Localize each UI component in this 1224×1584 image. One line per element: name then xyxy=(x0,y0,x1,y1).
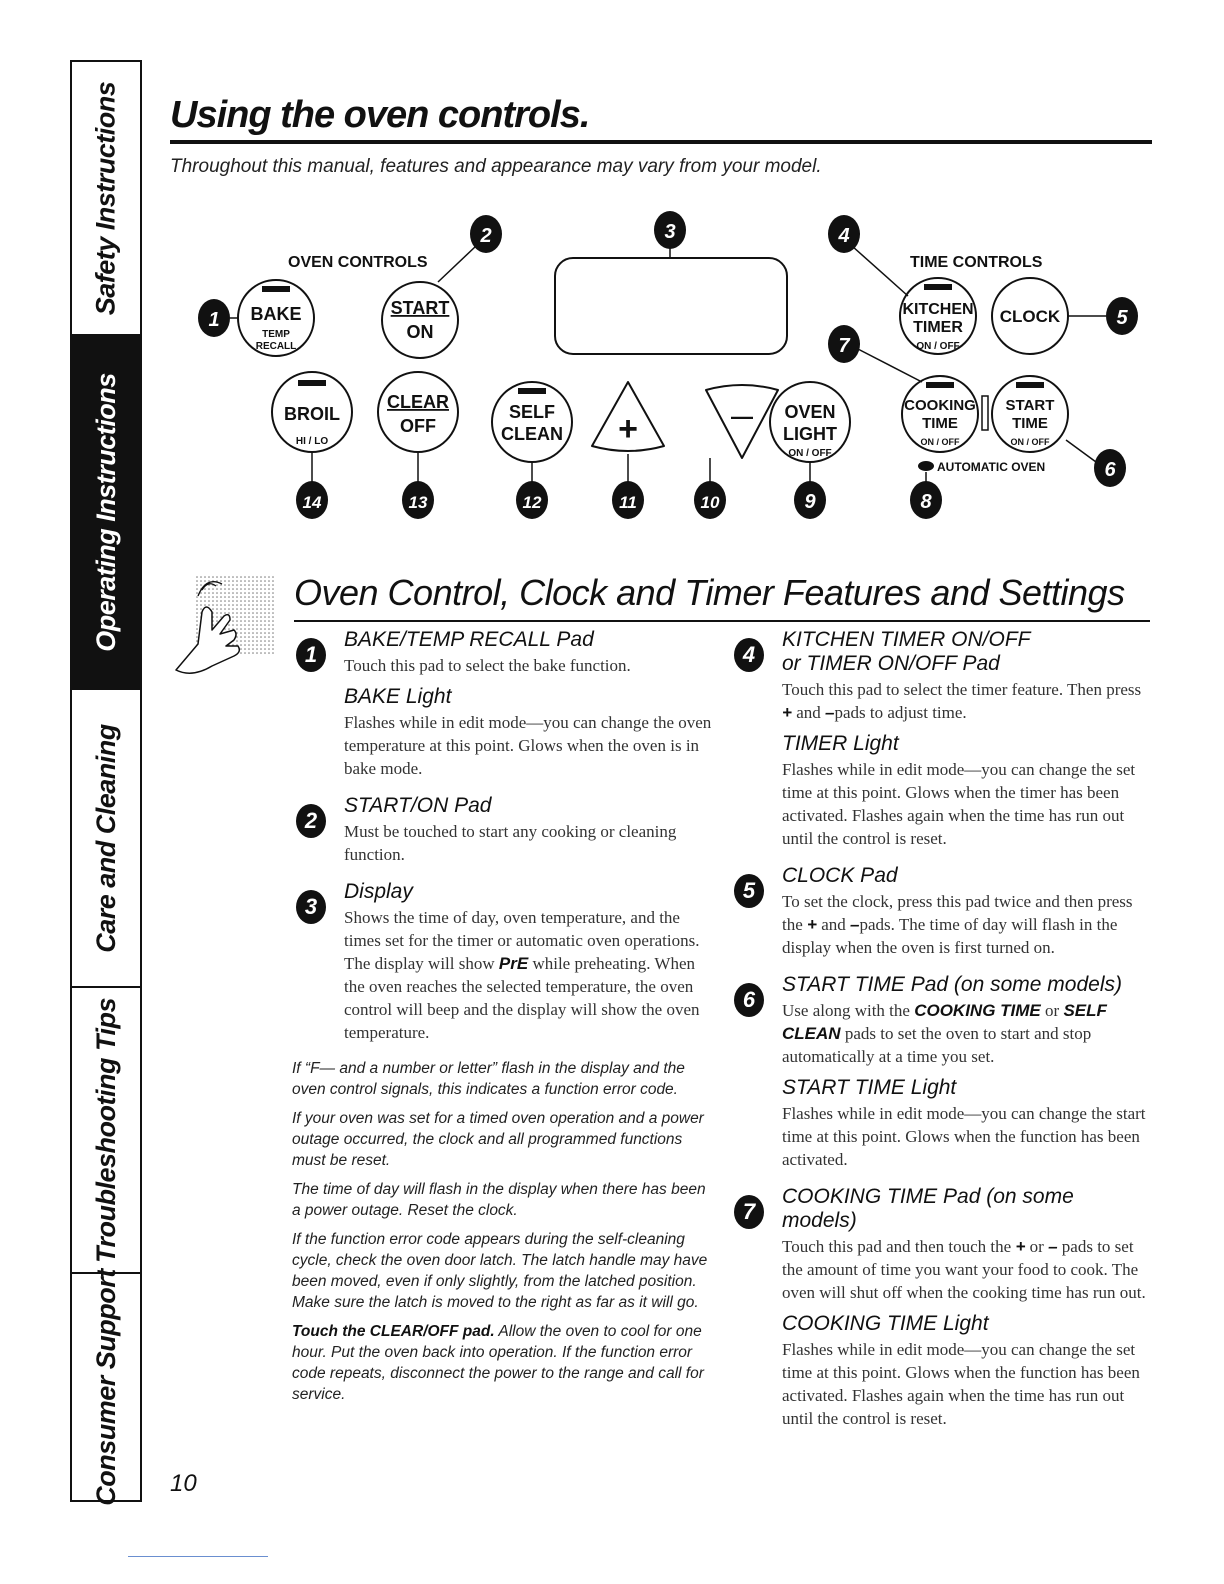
svg-text:TIME: TIME xyxy=(1012,415,1048,432)
svg-text:ON / OFF: ON / OFF xyxy=(916,341,960,352)
svg-text:ON: ON xyxy=(406,322,434,342)
sidebar-tabs xyxy=(70,60,142,1506)
leader-lines xyxy=(230,244,1106,484)
footer-line xyxy=(128,1556,268,1557)
item-number-badge: 1 xyxy=(296,638,326,672)
svg-text:5: 5 xyxy=(1116,307,1128,329)
svg-text:7: 7 xyxy=(838,335,850,357)
item-kitchen-timer: 4 KITCHEN TIMER ON/OFF or TIMER ON/OFF Pad Touch this pad to select the timer feature. Then press + and –pads to adjust time. TIMER Light Flashes while in edit mode—you can change the set time at this point. Glows when the timer has been activated. Flashes again when the time has run out until the control is reset. xyxy=(734,628,1154,850)
svg-text:12: 12 xyxy=(522,493,542,512)
control-panel-diagram xyxy=(180,200,1160,530)
item-bake-temp-recall: 1 BAKE/TEMP RECALL Pad Touch this pad to select the bake function. BAKE Light Flashes while in edit mode—you can change the oven temperature at this point. Glows when the oven is in bake mode. xyxy=(296,628,716,780)
tab-operating-instructions[interactable]: Operating Instructions xyxy=(72,336,140,690)
plus-pad xyxy=(592,382,664,451)
page-title: Using the oven controls. xyxy=(170,94,590,136)
callout-8 xyxy=(910,481,942,519)
callout-13 xyxy=(402,481,434,519)
svg-text:BROIL: BROIL xyxy=(284,404,340,424)
svg-text:KITCHEN: KITCHEN xyxy=(902,301,974,318)
note-clear-off: Touch the CLEAR/OFF pad. Allow the oven to cool for one hour. Put the oven back into operation. If the function error code repeats, disconnect the power to the range and call for service. xyxy=(292,1323,704,1403)
item-number-badge: 7 xyxy=(734,1195,764,1229)
svg-text:11: 11 xyxy=(619,493,637,512)
item-display: 3 Display Shows the time of day, oven temperature, and the times set for the timer or automatic oven operations. The display will show PrE while preheating. When the oven reaches the selected temperature, the oven control will beep and the display will show the oven temperature. xyxy=(296,880,716,1044)
clock-pad xyxy=(992,278,1068,354)
note-error-code: If “F— and a number or letter” flash in the display and the oven control signals, this indicates a function error code. xyxy=(292,1060,685,1098)
callout-3 xyxy=(654,211,686,249)
self-clean-pad xyxy=(492,382,572,462)
item-start-time: 6 START TIME Pad (on some models) Use along with the COOKING TIME or SELF CLEAN pads to set the oven to start and stop automatically at a time you set. START TIME Light Flashes while in edit mode—you can change the start time at this point. Glows when the function has been activated. xyxy=(734,973,1154,1171)
start-on-pad xyxy=(382,282,458,358)
tab-troubleshooting-tips[interactable]: Troubleshooting Tips xyxy=(72,988,140,1274)
callout-4 xyxy=(828,215,860,253)
item-number-badge: 6 xyxy=(734,983,764,1017)
section-rule xyxy=(294,620,1150,622)
callout-14 xyxy=(296,481,328,519)
automatic-oven-label: AUTOMATIC OVEN xyxy=(937,460,1046,474)
svg-text:START: START xyxy=(1005,397,1055,414)
page-number: 10 xyxy=(170,1470,197,1497)
oven-controls-label: OVEN CONTROLS xyxy=(288,254,428,271)
callout-6 xyxy=(1094,449,1126,487)
callout-9 xyxy=(794,481,826,519)
svg-text:CLEAR: CLEAR xyxy=(387,392,449,412)
svg-text:BAKE: BAKE xyxy=(250,304,302,324)
automatic-oven-bracket xyxy=(982,396,988,430)
svg-text:SELF: SELF xyxy=(508,402,556,422)
svg-text:—: — xyxy=(731,404,753,429)
svg-text:6: 6 xyxy=(1104,459,1116,481)
svg-text:ON / OFF: ON / OFF xyxy=(788,448,832,459)
svg-text:RECALL: RECALL xyxy=(255,341,297,352)
item-start-on: 2 START/ON Pad Must be touched to start any cooking or cleaning function. xyxy=(296,794,716,866)
svg-text:START: START xyxy=(390,298,450,318)
svg-text:TIME: TIME xyxy=(922,415,958,432)
tab-consumer-support[interactable]: Consumer Support xyxy=(90,1268,121,1506)
callout-11 xyxy=(612,481,644,519)
left-column xyxy=(292,628,716,1413)
svg-text:OVEN: OVEN xyxy=(784,402,836,422)
clear-off-pad xyxy=(378,372,458,452)
svg-text:TIMER: TIMER xyxy=(913,319,963,336)
svg-text:10: 10 xyxy=(700,493,720,512)
title-rule xyxy=(170,140,1152,144)
oven-light-pad xyxy=(770,382,850,462)
tab-care-and-cleaning[interactable]: Care and Cleaning xyxy=(72,690,140,988)
svg-text:OFF: OFF xyxy=(400,416,436,436)
svg-text:8: 8 xyxy=(920,491,932,513)
section-heading: Oven Control, Clock and Timer Features and Settings xyxy=(294,572,1125,613)
callout-10 xyxy=(694,481,726,519)
note-power-outage-reset: If your oven was set for a timed oven operation and a power outage occurred, the clock and all programmed functions must be reset. xyxy=(292,1110,704,1169)
svg-text:ON / OFF: ON / OFF xyxy=(1010,437,1050,447)
bake-pad xyxy=(238,280,314,356)
item-number-badge: 4 xyxy=(734,638,764,672)
minus-pad xyxy=(706,385,778,458)
svg-text:COOKING: COOKING xyxy=(904,397,976,414)
svg-text:14: 14 xyxy=(302,493,322,512)
broil-pad xyxy=(272,372,352,452)
callout-12 xyxy=(516,481,548,519)
start-time-pad xyxy=(992,376,1068,452)
time-controls-label: TIME CONTROLS xyxy=(910,254,1043,271)
callout-7 xyxy=(828,325,860,363)
svg-text:LIGHT: LIGHT xyxy=(783,424,837,444)
svg-text:13: 13 xyxy=(408,493,428,512)
item-clock: 5 CLOCK Pad To set the clock, press this pad twice and then press the + and –pads. The time of day will flash in the display when the oven is first turned on. xyxy=(734,864,1154,959)
right-column xyxy=(734,628,1154,1444)
item-number-badge: 5 xyxy=(734,874,764,908)
svg-text:CLOCK: CLOCK xyxy=(999,307,1061,326)
svg-text:2: 2 xyxy=(480,225,492,247)
note-clock-flash: The time of day will flash in the display when there has been a power outage. Reset the clock. xyxy=(292,1181,706,1219)
callout-2 xyxy=(470,215,502,253)
callout-5 xyxy=(1106,297,1138,335)
svg-text:TEMP: TEMP xyxy=(262,329,290,340)
svg-text:HI / LO: HI / LO xyxy=(295,436,329,447)
svg-text:CLEAN: CLEAN xyxy=(501,424,563,444)
note-door-latch: If the function error code appears during the self-cleaning cycle, check the oven door latch. The latch handle may have been moved, even if only slightly, from the latched position. Make sure the latch is moved to the right as far as it will go. xyxy=(292,1231,708,1311)
cooking-time-pad xyxy=(902,376,978,452)
svg-text:9: 9 xyxy=(804,491,816,513)
pointing-hand-icon xyxy=(172,572,276,682)
svg-text:ON / OFF: ON / OFF xyxy=(920,437,960,447)
svg-text:3: 3 xyxy=(664,221,676,243)
callout-1 xyxy=(198,299,230,337)
svg-text:+: + xyxy=(618,410,638,448)
item-number-badge: 2 xyxy=(296,804,326,838)
page-subtitle: Throughout this manual, features and appearance may vary from your model. xyxy=(170,156,822,177)
tab-safety-instructions[interactable]: Safety Instructions xyxy=(72,62,140,336)
display-window xyxy=(555,258,787,354)
item-cooking-time: 7 COOKING TIME Pad (on some models) Touch this pad and then touch the + or – pads to set the amount of time you want your food to cook. The oven will shut off when the cooking time has run out. COOKING TIME Light Flashes while in edit mode—you can change the set time at this point. Glows when the function has been activated. Flashes again when the time has run out until the control is reset. xyxy=(734,1185,1154,1430)
kitchen-timer-pad xyxy=(900,278,976,354)
svg-text:4: 4 xyxy=(838,225,850,247)
svg-text:1: 1 xyxy=(208,309,220,331)
item-number-badge: 3 xyxy=(296,890,326,924)
automatic-oven-indicator-icon xyxy=(918,461,934,471)
